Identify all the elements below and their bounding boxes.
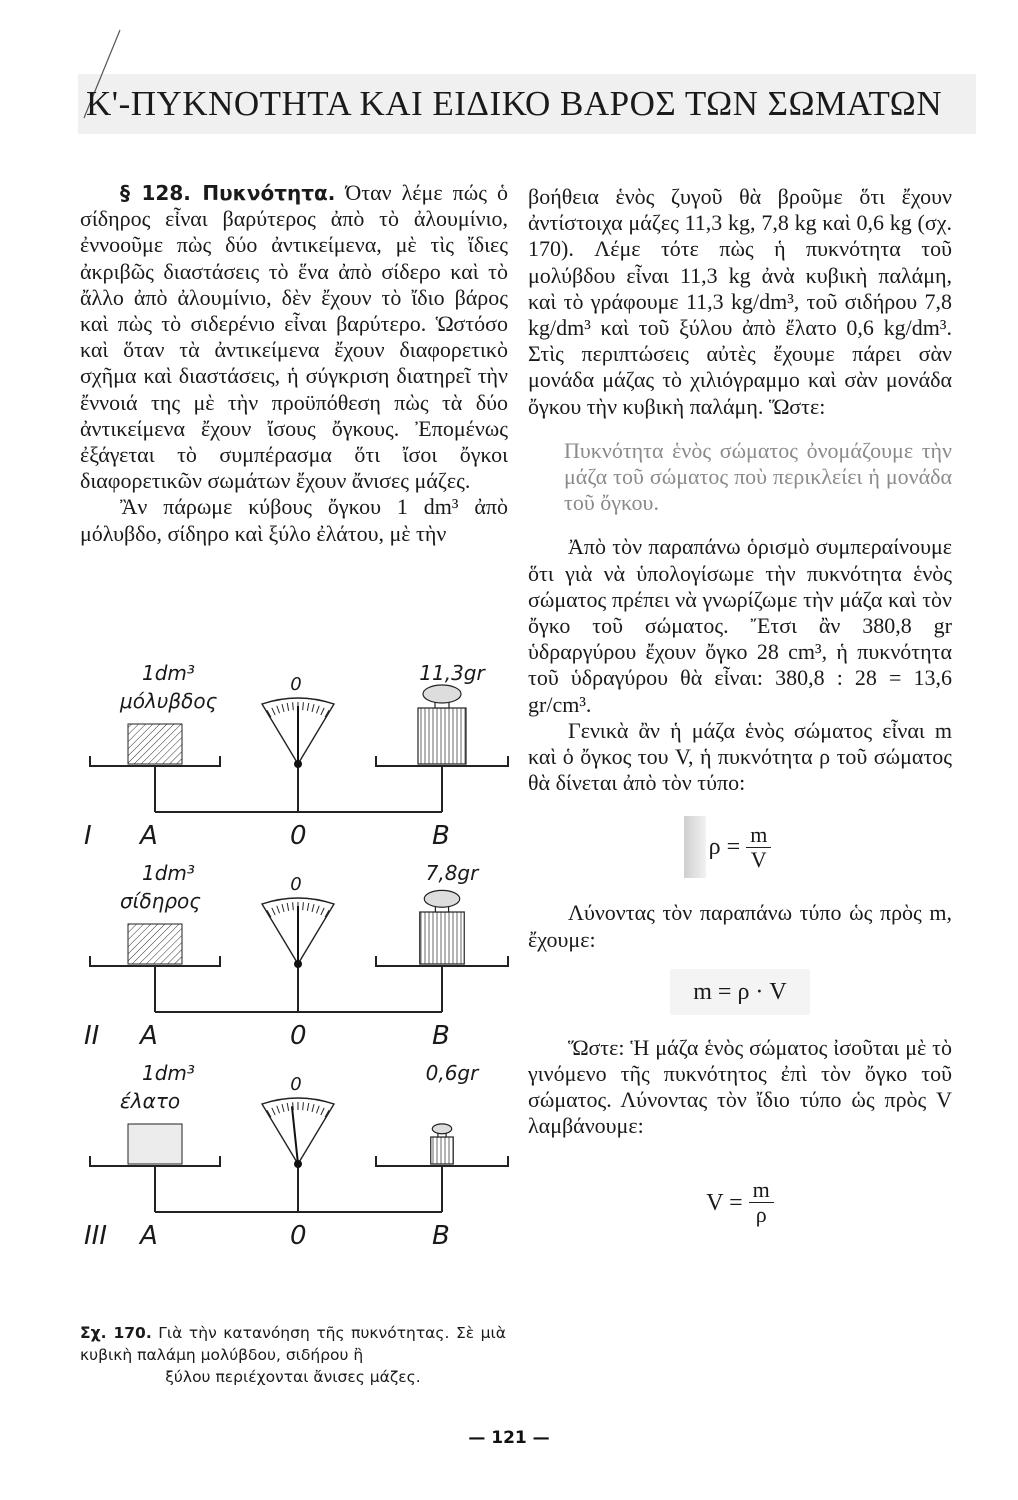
weight-body [418, 708, 466, 764]
mass-label: 7,8gr [425, 861, 479, 885]
volume-label: 1dm³ [142, 1061, 195, 1085]
point-zero-label: 0 [290, 821, 307, 851]
dial-tick [321, 708, 324, 715]
paragraph-text: Γενικὰ ἂν ἡ μάζα ἑνὸς σώματος εἶναι m καὶ ὁ ὄγκος του V, ἡ πυκνότητα ρ τοῦ σώματος θὰ δίνεται ἀπὸ τὸν τύπο: [528, 717, 952, 796]
material-label: έλατο [120, 1089, 181, 1113]
density-definition: Πυκνότητα ἑνὸς σώματος ὀνομάζουμε τὴν μάζα τοῦ σώματος ποὺ περικλείει ἡ μονάδα τοῦ ὄγκου. [564, 437, 952, 516]
dial-tick [312, 1104, 314, 1112]
dial-tick [293, 702, 294, 710]
figure-caption [80, 1322, 506, 1388]
balance-diagrams [80, 648, 520, 1308]
dial-zero-label: 0 [290, 674, 302, 695]
weight-body [431, 1137, 453, 1164]
point-a-label: A [140, 1221, 158, 1251]
point-zero-label: 0 [290, 1221, 307, 1251]
dial-pivot [294, 1160, 302, 1168]
dial-tick [287, 703, 288, 711]
cube [128, 1124, 182, 1164]
dial-zero-label: 0 [290, 874, 302, 895]
paragraph-text: Όταν λέμε πώς ὁ σίδηρος εἶναι βαρύτερος ἀπὸ τὸ ἀλουμίνιο, ἐννοοῦμε πὼς δύο ἀντικείμενα, μὲ τὶς ἴδιες ἀκριβῶς διαστάσεις τὸ ἕνα ἀπὸ σίδερο καὶ τὸ ἄλλο ἀπὸ ἀλουμίνιο, δὲν ἔχουν τὸ ἴδιο βάρος καὶ πὼς τὸ σιδερένιο εἶναι βαρύτερο. Ὡστόσο καὶ ὅταν τὰ ἀντικείμενα ἔχουν διαφορετικὸ σχῆμα καὶ διαστάσεις, ἡ σύγκριση διατηρεῖ τὴν ἔννοιά της μὲ τὴν προϋπόθεση πὼς τὰ δύο ἀντικείμενα ἔχουν ἴσους ὄγκους. Ἐπομένως ἐξάγεται τὸ συμπέρασμα ὅτι ἴσοι ὄγκοι διαφορετικῶν σωμάτων ἔχουν ἄνισες μάζες. [80, 180, 508, 494]
dial-tick [316, 906, 319, 914]
section-heading: § 128. Πυκνότητα. [120, 181, 336, 205]
fraction-denominator: V [750, 846, 767, 872]
material-label: μόλυβδος [120, 689, 218, 713]
dial-tick [287, 1103, 288, 1111]
paragraph-text: Ἂν πάρωμε κύβους ὄγκου 1 dm³ ἀπὸ μόλυβδο, σίδηρο καὶ ξύλο ἐλάτου, μὲ τὴν [80, 494, 508, 546]
roman-numeral: II [84, 1021, 100, 1051]
dial-pivot [294, 960, 302, 968]
dial-tick [312, 904, 314, 912]
weight-knob [432, 1124, 451, 1134]
point-zero-label: 0 [290, 1021, 307, 1051]
right-column [528, 184, 952, 1238]
caption-text: Γιὰ τὴν κατανόηση τῆς πυκνότητας. Σὲ μιὰ κυβικὴ παλάμη μολύβδου, σιδήρου ἢ [80, 1324, 506, 1364]
formula-lhs: V = [706, 1189, 743, 1216]
dial-tick [293, 902, 294, 910]
dial-tick [312, 704, 314, 712]
fraction-numerator: m [746, 823, 771, 848]
page-number: — 121 — [468, 1428, 550, 1448]
point-a-label: A [140, 821, 158, 851]
dial-tick [282, 704, 284, 712]
dial-tick [287, 903, 288, 911]
dial-tick [277, 1106, 280, 1114]
formula-volume [670, 1168, 810, 1238]
weight-knob [423, 685, 461, 703]
formula-fraction [749, 1178, 774, 1227]
formula-mass [670, 969, 810, 1015]
roman-numeral: III [84, 1221, 108, 1251]
dial-tick [277, 706, 280, 714]
dial-zero-label: 0 [290, 1074, 302, 1095]
material-label: σίδηρος [120, 889, 202, 913]
figure-170 [80, 648, 520, 1308]
mass-label: 11,3gr [419, 661, 485, 685]
roman-numeral: I [84, 821, 92, 851]
volume-label: 1dm³ [142, 861, 195, 885]
dial-tick [321, 908, 324, 915]
paragraph-text: βοήθεια ἑνὸς ζυγοῦ θὰ βροῦμε ὅτι ἔχουν ἀντίστοιχα μάζες 11,3 kg, 7,8 kg καὶ 0,6 kg (σχ. 170). Λέμε τότε πὼς ἡ πυκνότητα τοῦ μολύβδου εἶναι 11,3 kg ἀνὰ κυβικὴ παλάμη, καὶ τὸ γράφουμε 11,3 kg/dm³, τοῦ σιδήρου 7,8 kg/dm³ καὶ τοῦ ξύλου ἀπὸ ἔλατο 0,6 kg/dm³. Στὶς περιπτώσεις αὐτὲς ἔχουμε πάρει σὰν μονάδα μάζας τὸ χιλιόγραμμο καὶ σὰν μονάδα ὄγκου τὴν κυβικὴ παλάμη. Ὥστε: [528, 184, 952, 419]
fraction-denominator: ρ [755, 1202, 767, 1228]
cube [128, 724, 182, 764]
weight-body [420, 912, 464, 964]
dial-tick [272, 908, 275, 915]
formula-lhs: ρ = [708, 834, 741, 861]
point-b-label: B [432, 1021, 450, 1051]
dial-tick [303, 902, 304, 910]
point-a-label: A [140, 1021, 158, 1051]
dial-tick [307, 703, 308, 711]
dial-tick [272, 1108, 275, 1115]
left-column [80, 180, 508, 547]
dial-pivot [294, 760, 302, 768]
formula-density [684, 816, 796, 878]
formula-text: m = ρ · V [693, 978, 787, 1005]
dial-tick [307, 1103, 308, 1111]
paragraph-text: Ὥστε: Ἡ μάζα ἑνὸς σώματος ἰσοῦται μὲ τὸ γινόμενο τῆς πυκνότητος ἐπὶ τὸν ὄγκο τοῦ σώματος. Λύνοντας τὸν ἴδιο τύπο ὡς πρὸς V λαμβάνουμε: [528, 1034, 952, 1139]
section-paragraph [80, 180, 508, 494]
paragraph-text: Ἀπὸ τὸν παραπάνω ὁρισμὸ συμπεραίνουμε ὅτι γιὰ νὰ ὑπολογίσωμε τὴν πυκνότητα ἑνὸς σώματος πρέπει νὰ γνωρίζωμε τὴν μάζα καὶ τὸν ὄγκο τοῦ σώματος. Ἔτσι ἂν 380,8 gr ὑδραργύρου ἔχουν ὄγκο 28 cm³, ἡ πυκνότητα τοῦ ὑδραγύρου θὰ εἶναι: 380,8 : 28 = 13,6 gr/cm³. [528, 534, 952, 717]
chapter-title: Κ'-ΠΥΚΝΟΤΗΤΑ ΚΑΙ ΕΙΔΙΚΟ ΒΑΡΟΣ ΤΩΝ ΣΩΜΑΤΩΝ [86, 84, 943, 123]
dial-tick [277, 906, 280, 914]
point-b-label: B [432, 1221, 450, 1251]
weight-knob [424, 890, 459, 907]
dial-tick [282, 904, 284, 912]
dial-tick [307, 903, 308, 911]
paragraph-text: Λύνοντας τὸν παραπάνω τύπο ὡς πρὸς m, ἔχουμε: [528, 900, 952, 952]
cube [128, 924, 182, 964]
dial-tick [282, 1104, 284, 1112]
mass-label: 0,6gr [425, 1061, 479, 1085]
dial-tick [321, 1108, 324, 1115]
caption-title: Σχ. 170. [80, 1324, 152, 1342]
dial-tick [303, 702, 304, 710]
caption-text-last: ξύλου περιέχονται ἄνισες μάζες. [165, 1368, 421, 1386]
dial-tick [272, 708, 275, 715]
dial-tick [316, 706, 319, 714]
point-b-label: B [432, 821, 450, 851]
formula-fraction [746, 823, 771, 872]
fraction-numerator: m [749, 1178, 774, 1203]
dial-tick [316, 1106, 319, 1114]
dial-tick [303, 1102, 304, 1110]
volume-label: 1dm³ [142, 661, 195, 685]
